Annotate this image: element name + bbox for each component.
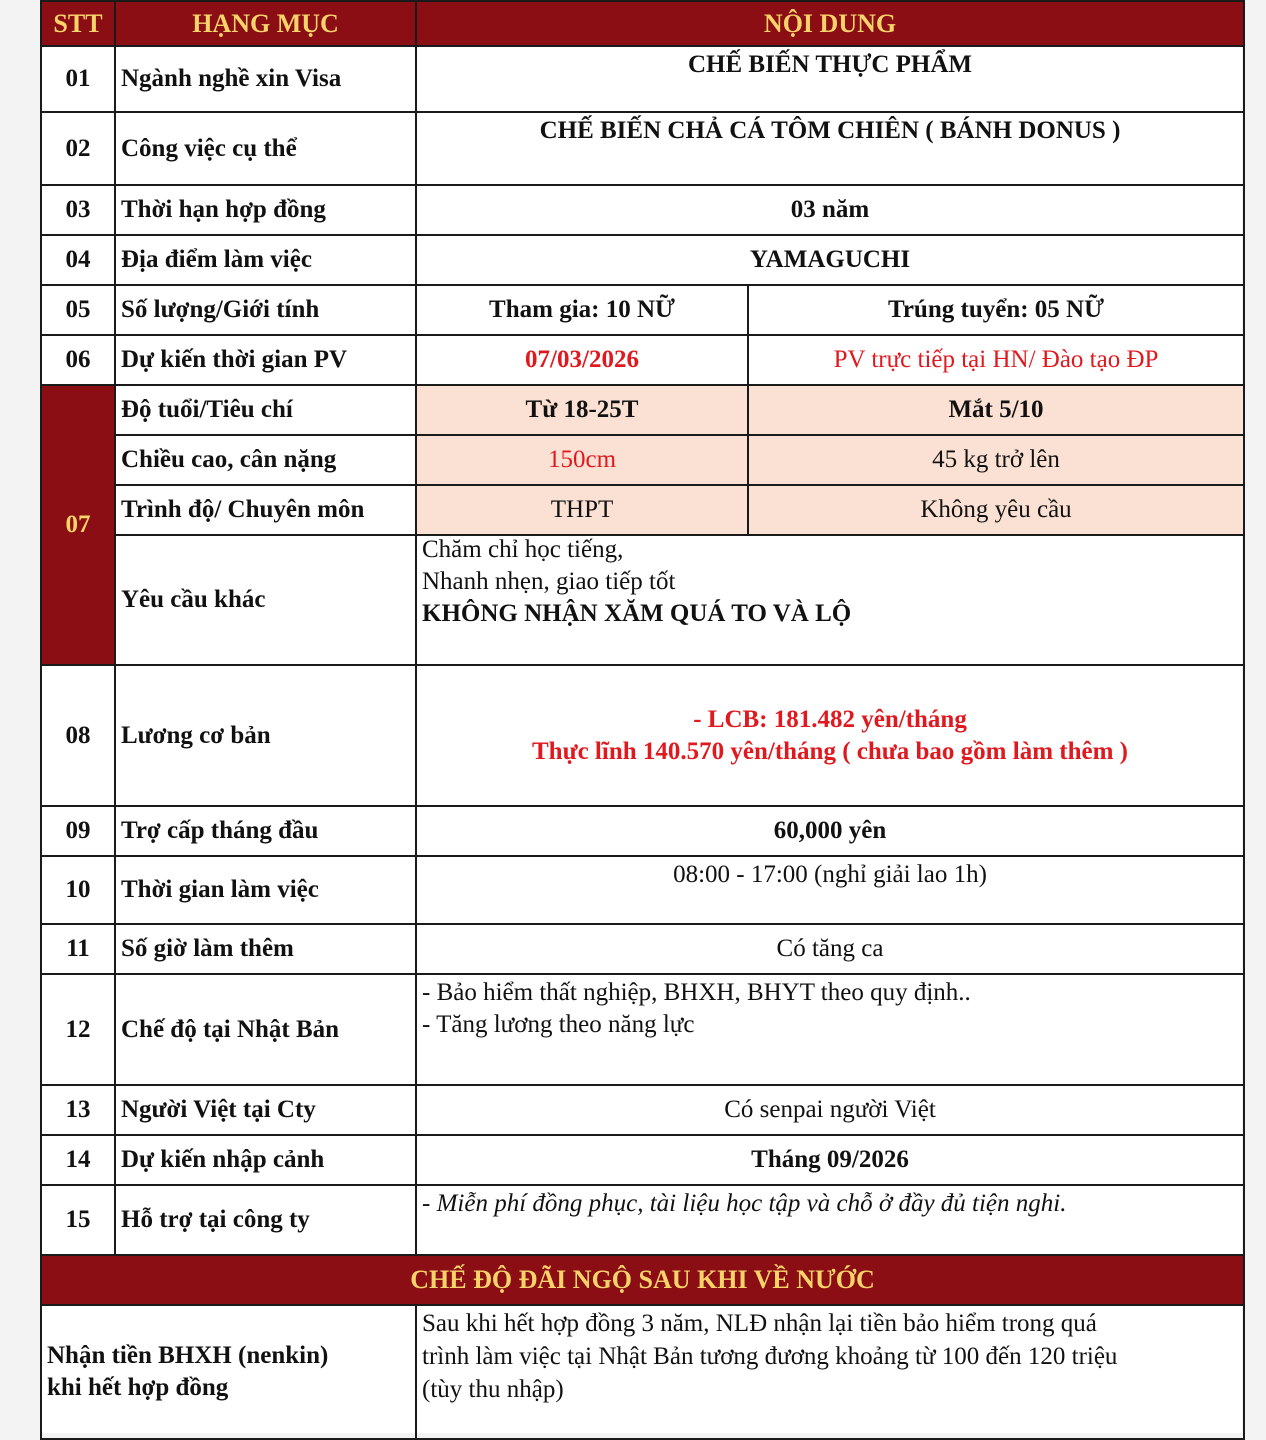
after-line: trình làm việc tại Nhật Bản tương đương khoảng từ 100 đến 120 triệu — [422, 1343, 1118, 1370]
row-value: 03 năm — [416, 185, 1244, 235]
row-category: Số lượng/Giới tính — [115, 285, 416, 335]
interview-date: 07/03/2026 — [416, 335, 748, 385]
row-value: 08:00 - 17:00 (nghỉ giải lao 1h) — [416, 856, 1244, 924]
row-stt: 14 — [41, 1135, 115, 1185]
row-category: Dự kiến thời gian PV — [115, 335, 416, 385]
row-value: Có senpai người Việt — [416, 1085, 1244, 1135]
table-row — [41, 335, 1244, 385]
salary-line: - LCB: 181.482 yên/tháng — [693, 705, 967, 733]
salary-info — [416, 665, 1244, 806]
row-value-b: Mắt 5/10 — [748, 385, 1244, 435]
job-info-table — [40, 0, 1245, 1440]
table-row — [41, 435, 1244, 485]
after-category-line: khi hết hợp đồng — [47, 1374, 229, 1401]
table-row — [41, 112, 1244, 185]
row-stt: 11 — [41, 924, 115, 974]
row-stt: 09 — [41, 806, 115, 856]
table-row — [41, 1185, 1244, 1255]
table-row — [41, 485, 1244, 535]
table-row — [41, 535, 1244, 665]
row-value: Tháng 09/2026 — [416, 1135, 1244, 1185]
row-value-a: THPT — [416, 485, 748, 535]
table-row — [41, 806, 1244, 856]
table-row — [41, 1135, 1244, 1185]
table-row — [41, 974, 1244, 1085]
after-category — [41, 1305, 416, 1439]
requirement-line: Nhanh nhẹn, giao tiếp tốt — [422, 568, 676, 595]
table-row — [41, 1085, 1244, 1135]
row-stt: 06 — [41, 335, 115, 385]
row-stt: 08 — [41, 665, 115, 806]
section-title: CHẾ ĐỘ ĐÃI NGỘ SAU KHI VỀ NƯỚC — [41, 1255, 1244, 1305]
row-category: Chiều cao, cân nặng — [115, 435, 416, 485]
table-row — [41, 924, 1244, 974]
after-line: Sau khi hết hợp đồng 3 năm, NLĐ nhận lại tiền bảo hiểm trong quá — [422, 1310, 1097, 1337]
row-value-a: Từ 18-25T — [416, 385, 748, 435]
row-category: Hỗ trợ tại công ty — [115, 1185, 416, 1255]
row-category: Số giờ làm thêm — [115, 924, 416, 974]
row-category: Công việc cụ thể — [115, 112, 416, 185]
table-row — [41, 285, 1244, 335]
row-category: Trợ cấp tháng đầu — [115, 806, 416, 856]
row-value: YAMAGUCHI — [416, 235, 1244, 285]
row-stt: 10 — [41, 856, 115, 924]
row-value-b: Trúng tuyển: 05 NỮ — [748, 285, 1244, 335]
row-category: Lương cơ bản — [115, 665, 416, 806]
table-row — [41, 1305, 1244, 1439]
row-category: Độ tuổi/Tiêu chí — [115, 385, 416, 435]
table-row — [41, 235, 1244, 285]
table-row — [41, 185, 1244, 235]
row-category: Ngành nghề xin Visa — [115, 46, 416, 112]
benefit-line: - Tăng lương theo năng lực — [422, 1011, 695, 1038]
row-category: Người Việt tại Cty — [115, 1085, 416, 1135]
row-stt: 03 — [41, 185, 115, 235]
row-stt: 02 — [41, 112, 115, 185]
interview-location: PV trực tiếp tại HN/ Đào tạo ĐP — [748, 335, 1244, 385]
row-stt: 12 — [41, 974, 115, 1085]
row-value-b: 45 kg trở lên — [748, 435, 1244, 485]
table-header-row — [41, 1, 1244, 46]
requirement-line: Chăm chỉ học tiếng, — [422, 536, 624, 563]
row-value: 60,000 yên — [416, 806, 1244, 856]
row-stt-group: 07 — [41, 385, 115, 665]
table-row — [41, 385, 1244, 435]
row-value-b: Không yêu cầu — [748, 485, 1244, 535]
table-row — [41, 46, 1244, 112]
other-requirements — [416, 535, 1244, 665]
row-category: Dự kiến nhập cảnh — [115, 1135, 416, 1185]
row-value-a: 150cm — [416, 435, 748, 485]
row-category: Yêu cầu khác — [115, 535, 416, 665]
japan-benefits — [416, 974, 1244, 1085]
header-stt: STT — [41, 1, 115, 46]
row-stt: 05 — [41, 285, 115, 335]
benefit-line: - Bảo hiểm thất nghiệp, BHXH, BHYT theo quy định.. — [422, 979, 971, 1006]
row-category: Thời gian làm việc — [115, 856, 416, 924]
row-category: Trình độ/ Chuyên môn — [115, 485, 416, 535]
table-row — [41, 856, 1244, 924]
row-value: CHẾ BIẾN CHẢ CÁ TÔM CHIÊN ( BÁNH DONUS ) — [416, 112, 1244, 185]
row-value: CHẾ BIẾN THỰC PHẨM — [416, 46, 1244, 112]
section-header-row — [41, 1255, 1244, 1305]
after-category-line: Nhận tiền BHXH (nenkin) — [47, 1342, 329, 1369]
requirement-line-emphasis: KHÔNG NHẬN XĂM QUÁ TO VÀ LỘ — [422, 600, 852, 627]
row-category: Địa điểm làm việc — [115, 235, 416, 285]
after-line: (tùy thu nhập) — [422, 1376, 564, 1403]
row-stt: 13 — [41, 1085, 115, 1135]
salary-line: Thực lĩnh 140.570 yên/tháng ( chưa bao gồm làm thêm ) — [532, 737, 1129, 765]
header-category: HẠNG MỤC — [115, 1, 416, 46]
row-value-a: Tham gia: 10 NỮ — [416, 285, 748, 335]
row-value: Có tăng ca — [416, 924, 1244, 974]
after-description — [416, 1305, 1244, 1439]
row-category: Chế độ tại Nhật Bản — [115, 974, 416, 1085]
header-content: NỘI DUNG — [416, 1, 1244, 46]
row-value: - Miễn phí đồng phục, tài liệu học tập và chỗ ở đầy đủ tiện nghi. — [416, 1185, 1244, 1255]
row-stt: 04 — [41, 235, 115, 285]
row-stt: 01 — [41, 46, 115, 112]
row-category: Thời hạn hợp đồng — [115, 185, 416, 235]
table-row — [41, 665, 1244, 806]
row-stt: 15 — [41, 1185, 115, 1255]
